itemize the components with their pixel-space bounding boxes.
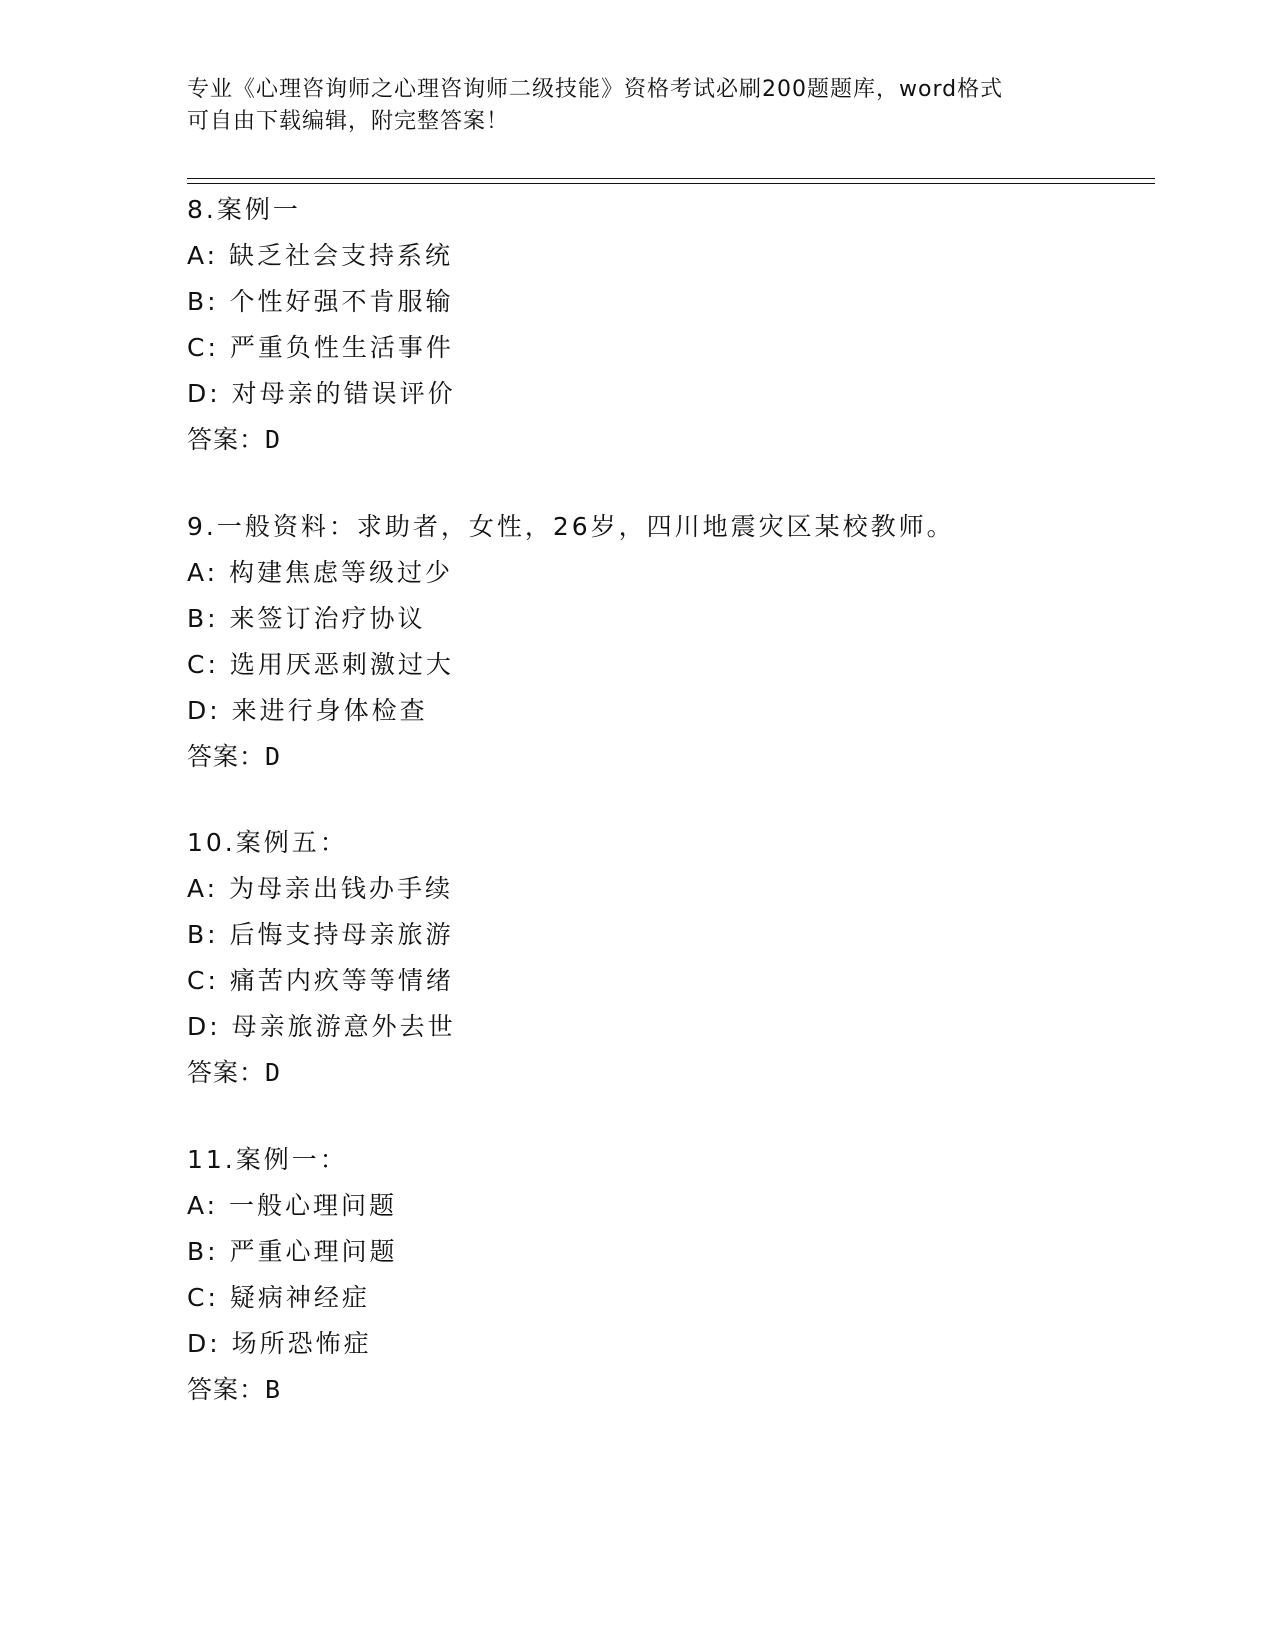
question-9 [187, 504, 1147, 780]
answer-label: 答案： [187, 742, 266, 771]
answer-label: 答案： [187, 1058, 266, 1087]
option-c: C: 痛苦内疚等等情绪 [187, 966, 454, 995]
option-d: D: 来进行身体检查 [187, 696, 428, 725]
option-c: C: 选用厌恶刺激过大 [187, 650, 454, 679]
option-d: D: 场所恐怖症 [187, 1329, 372, 1358]
option-a: A: 构建焦虑等级过少 [187, 558, 454, 587]
answer-label: 答案： [187, 1375, 266, 1404]
option-b: B: 严重心理问题 [187, 1237, 398, 1266]
answer-value: D [265, 742, 282, 771]
header-divider-bottom [187, 183, 1155, 184]
answer-line [187, 1050, 1147, 1096]
header-line-1: 专业《心理咨询师之心理咨询师二级技能》资格考试必刷200题题库，word格式 [187, 77, 1004, 102]
question-stem: 8.案例一 [187, 195, 301, 224]
option-a: A: 一般心理问题 [187, 1191, 398, 1220]
option-d: D: 对母亲的错误评价 [187, 379, 456, 408]
question-stem: 11.案例一： [187, 1145, 348, 1174]
question-stem: 10.案例五： [187, 828, 348, 857]
option-a: A: 缺乏社会支持系统 [187, 241, 454, 270]
question-11 [187, 1137, 1147, 1413]
option-b: B: 后悔支持母亲旅游 [187, 920, 454, 949]
option-c: C: 严重负性生活事件 [187, 333, 454, 362]
header-line-2: 可自由下载编辑，附完整答案！ [187, 109, 510, 134]
question-stem: 9.一般资料：求助者，女性，26岁，四川地震灾区某校教师。 [187, 512, 955, 541]
answer-line [187, 734, 1147, 780]
option-d: D: 母亲旅游意外去世 [187, 1012, 456, 1041]
question-8 [187, 187, 1147, 463]
question-10 [187, 820, 1147, 1096]
answer-label: 答案： [187, 425, 266, 454]
answer-value: D [265, 1058, 282, 1087]
answer-value: B [265, 1375, 282, 1404]
option-b: B: 来签订治疗协议 [187, 604, 426, 633]
option-a: A: 为母亲出钱办手续 [187, 874, 454, 903]
answer-value: D [265, 425, 282, 454]
answer-line [187, 417, 1147, 463]
option-c: C: 疑病神经症 [187, 1283, 370, 1312]
option-b: B: 个性好强不肯服输 [187, 287, 454, 316]
document-header [187, 74, 1087, 138]
header-divider-top [187, 178, 1155, 179]
answer-line [187, 1367, 1147, 1413]
